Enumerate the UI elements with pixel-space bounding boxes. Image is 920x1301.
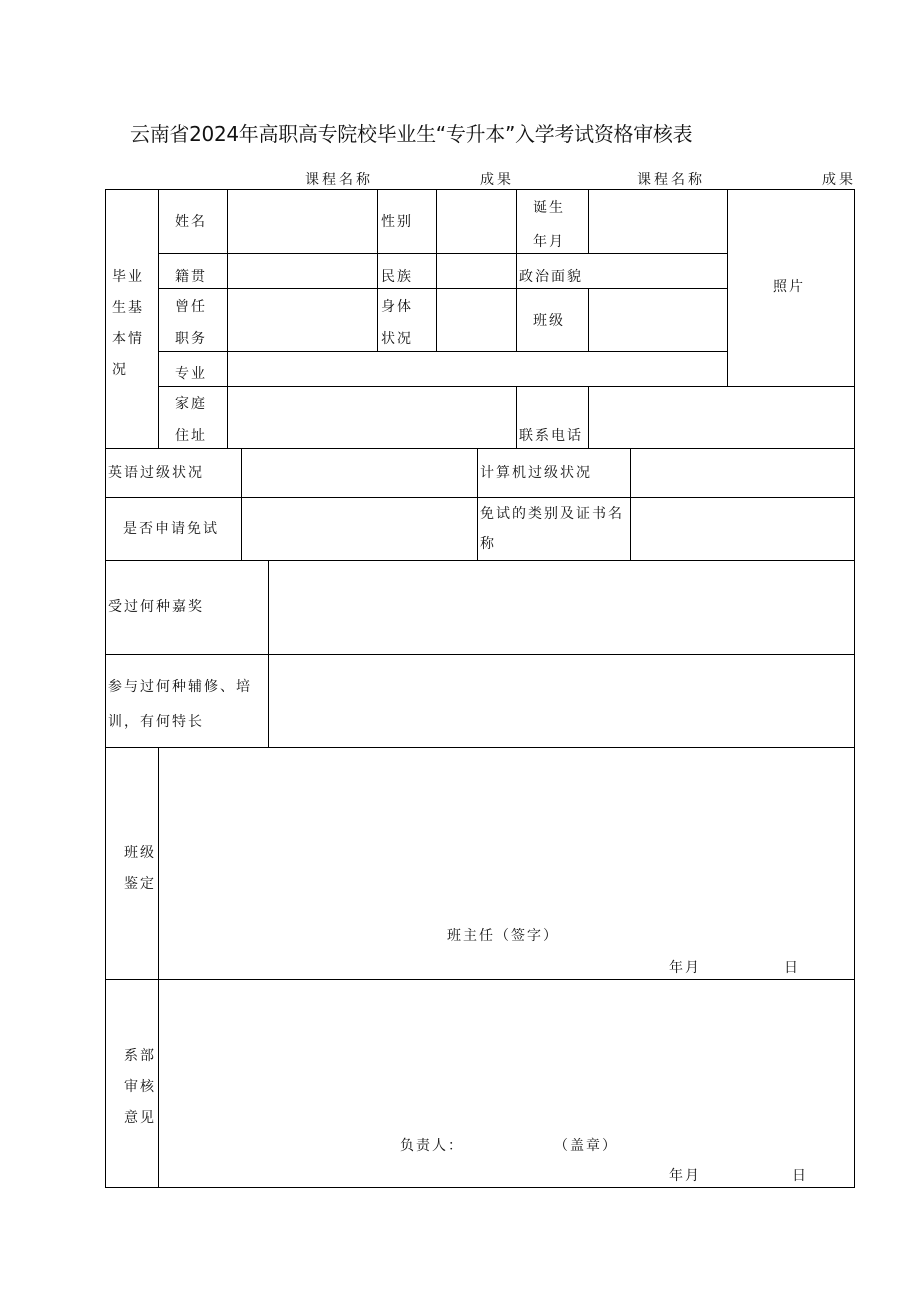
divider [158, 189, 159, 448]
score-header-2: 成果 [822, 172, 856, 188]
label-photo: 照片 [773, 279, 805, 295]
divider [588, 288, 589, 351]
table-border-bottom [105, 1187, 855, 1188]
divider [516, 189, 517, 351]
label-ethnicity: 民族 [381, 269, 413, 285]
divider [588, 386, 589, 448]
dept-responsible-person: 负责人： [400, 1138, 464, 1154]
dept-review-year-month: 年月 [669, 1168, 701, 1184]
table-border-left [105, 189, 106, 1188]
divider [105, 497, 855, 498]
label-political-status: 政治面貌 [519, 269, 583, 285]
divider [241, 448, 242, 560]
divider [377, 189, 378, 351]
divider [105, 979, 855, 980]
label-dept-review: 系部审核意见 [124, 1048, 156, 1126]
table-border-top [105, 189, 855, 190]
label-computer-level: 计算机过级状况 [480, 465, 592, 481]
divider [630, 448, 631, 560]
label-english-level: 英语过级状况 [108, 465, 204, 481]
form-title: 云南省2024年高职高专院校毕业生“专升本”入学考试资格审核表 [130, 122, 693, 146]
divider [158, 288, 728, 289]
label-former-post-1: 曾任 [175, 299, 207, 315]
divider [158, 386, 855, 387]
divider [158, 253, 728, 254]
label-address-1: 家庭 [175, 396, 207, 412]
section-label-basic-info: 毕业生基本情况 [112, 269, 144, 378]
class-review-day: 日 [784, 960, 800, 976]
label-address-2: 住址 [175, 428, 207, 444]
course-name-header-2: 课程名称 [637, 172, 705, 188]
course-name-header-1: 课程名称 [305, 172, 373, 188]
label-health-1: 身体 [381, 299, 413, 315]
divider [227, 189, 228, 448]
label-awards: 受过何种嘉奖 [108, 599, 204, 615]
dept-seal: （盖章） [554, 1138, 618, 1154]
label-former-post-2: 职务 [175, 331, 207, 347]
class-review-year-month: 年月 [669, 960, 701, 976]
divider [105, 448, 855, 449]
divider [158, 351, 728, 352]
divider [158, 747, 159, 1187]
label-birth-1: 诞生 [533, 200, 565, 216]
label-birth-2: 年月 [533, 234, 565, 250]
label-class-review: 班级鉴定 [124, 845, 156, 892]
class-teacher-signature: 班主任（签字） [447, 928, 559, 944]
divider [105, 654, 855, 655]
divider [105, 560, 855, 561]
label-exempt-type: 免试的类别及证书名称 [480, 506, 624, 552]
label-phone: 联系电话 [519, 428, 583, 444]
table-border-right [854, 189, 855, 1188]
divider [105, 747, 855, 748]
label-major: 专业 [175, 366, 207, 382]
divider [477, 448, 478, 560]
divider [436, 189, 437, 351]
label-training: 参与过何种辅修、培训，有何特长 [108, 679, 252, 730]
label-gender: 性别 [381, 214, 413, 230]
label-health-2: 状况 [381, 331, 413, 347]
label-apply-exempt: 是否申请免试 [123, 521, 219, 537]
label-name: 姓名 [175, 214, 207, 230]
score-header-1: 成果 [480, 172, 514, 188]
label-class: 班级 [533, 313, 565, 329]
dept-review-day: 日 [792, 1168, 808, 1184]
divider [588, 189, 589, 253]
divider [516, 386, 517, 448]
label-native-place: 籍贯 [175, 269, 207, 285]
